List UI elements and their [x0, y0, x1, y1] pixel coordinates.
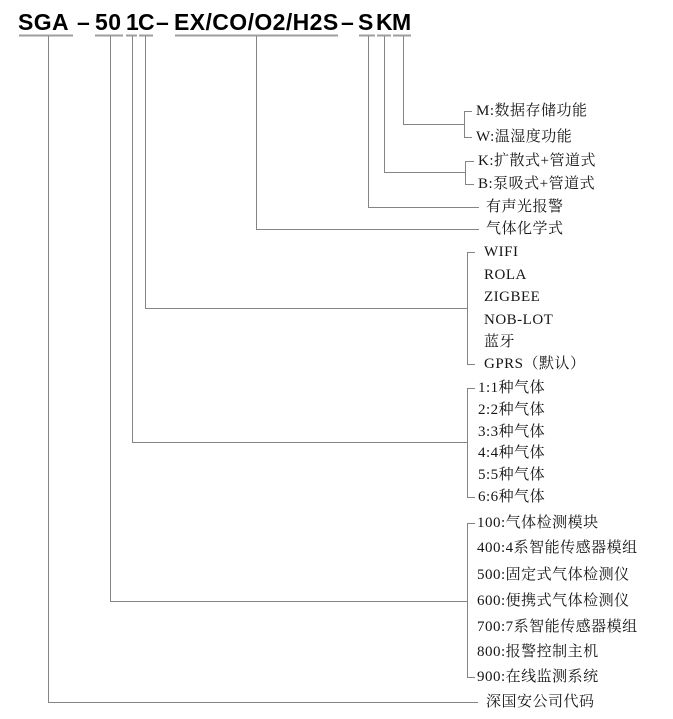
label-series-400: 400:4系智能传感器模组: [477, 540, 638, 556]
label-series-500: 500:固定式气体检测仪: [477, 567, 630, 583]
label-gas-count-2: 2:2种气体: [478, 402, 546, 418]
line-gas-count: [133, 36, 468, 443]
code-segment-1: 1: [126, 9, 140, 35]
label-gas-count-5: 5:5种气体: [478, 467, 546, 483]
label-comm-zigbee: ZIGBEE: [484, 289, 541, 305]
code-segment-c: C: [138, 9, 156, 35]
label-series-100: 100:气体检测模块: [477, 515, 599, 531]
label-series-700: 700:7系智能传感器模组: [477, 619, 638, 635]
code-segment-sga: SGA: [18, 9, 70, 35]
label-gas-count-4: 4:4种气体: [478, 445, 546, 461]
label-series-600: 600:便携式气体检测仪: [477, 593, 630, 609]
code-segment-50: 50: [95, 9, 122, 35]
label-sampling-k: K:扩散式+管道式: [478, 153, 596, 169]
label-storage-w: W:温湿度功能: [476, 129, 573, 145]
dash-separator: –: [341, 9, 355, 35]
label-gas-formula: 气体化学式: [486, 221, 564, 237]
dash-separator: –: [77, 9, 91, 35]
label-alarm: 有声光报警: [486, 199, 564, 215]
bracket-product-series: [468, 524, 476, 678]
label-storage-m: M:数据存储功能: [476, 103, 588, 119]
label-series-800: 800:报警控制主机: [477, 644, 599, 660]
line-alarm: [369, 36, 480, 208]
code-segment-s: S: [358, 9, 374, 35]
code-segment-gases: EX/CO/O2/H2S: [174, 9, 339, 35]
code-segment-m: M: [392, 9, 412, 35]
bracket-storage: [465, 112, 473, 138]
line-series: [111, 36, 468, 602]
label-comm-noblot: NOB-LOT: [484, 312, 554, 328]
code-segment-k: K: [376, 9, 394, 35]
label-comm-bluetooth: 蓝牙: [484, 334, 516, 350]
label-gas-count-6: 6:6种气体: [478, 489, 546, 505]
label-comm-gprs: GPRS（默认）: [484, 356, 586, 372]
label-comm-rola: ROLA: [484, 267, 527, 283]
label-gas-count-1: 1:1种气体: [478, 380, 546, 396]
line-sga-company: [49, 36, 479, 703]
line-storage: [404, 36, 465, 125]
line-gas-formula: [257, 36, 480, 230]
dash-separator: –: [156, 9, 170, 35]
line-sampling: [385, 36, 466, 173]
label-series-900: 900:在线监测系统: [477, 669, 599, 685]
label-gas-count-3: 3:3种气体: [478, 424, 546, 440]
label-company-code: 深国安公司代码: [486, 694, 595, 710]
label-comm-wifi: WIFI: [484, 244, 519, 260]
label-sampling-b: B:泵吸式+管道式: [478, 176, 596, 192]
bracket-communication: [468, 253, 476, 365]
bracket-gas-count: [468, 389, 476, 498]
bracket-sampling: [466, 162, 475, 185]
